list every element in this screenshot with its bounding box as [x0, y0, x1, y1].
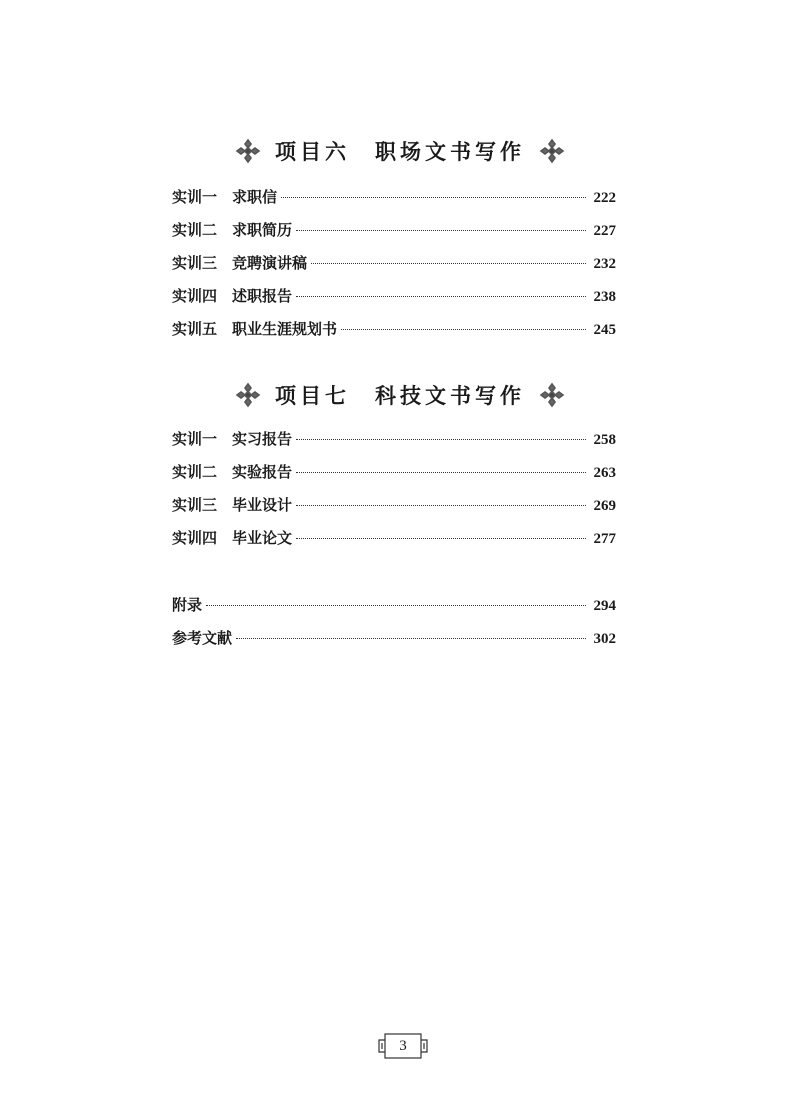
toc-entry[interactable]	[172, 527, 616, 560]
toc-list-project-6	[172, 186, 616, 351]
toc-entry[interactable]	[172, 252, 616, 285]
toc-list-appendix	[172, 594, 616, 660]
toc-entry-label: 实训四 述职报告	[172, 287, 293, 305]
toc-list-project-7	[172, 428, 616, 560]
toc-entry-appendix[interactable]	[172, 594, 616, 627]
toc-entry[interactable]	[172, 186, 616, 219]
toc-entry-page: 222	[593, 190, 616, 206]
section-heading-project-6	[0, 131, 800, 171]
toc-entry-label: 参考文献	[172, 629, 233, 647]
toc-entry[interactable]	[172, 285, 616, 318]
toc-entry-page: 238	[593, 289, 616, 305]
toc-entry-page: 263	[593, 465, 616, 481]
toc-entry-page: 258	[593, 432, 616, 448]
toc-entry-page: 245	[593, 322, 616, 338]
page-number-footer	[376, 1032, 430, 1060]
dot-leader	[296, 472, 586, 473]
toc-entry[interactable]	[172, 494, 616, 527]
toc-entry-page: 227	[593, 223, 616, 239]
ornament-flourish-icon	[539, 138, 565, 164]
toc-entry[interactable]	[172, 219, 616, 252]
toc-entry[interactable]	[172, 428, 616, 461]
toc-entry-page: 294	[593, 598, 616, 614]
toc-entry-page: 277	[593, 531, 616, 547]
dot-leader	[296, 505, 586, 506]
toc-entry-label: 实训三 毕业设计	[172, 496, 293, 514]
toc-entry-page: 302	[593, 631, 616, 647]
toc-entry[interactable]	[172, 318, 616, 351]
toc-entry-label: 实训三 竞聘演讲稿	[172, 254, 308, 272]
section-heading-project-7	[0, 375, 800, 415]
toc-entry-label: 实训二 实验报告	[172, 463, 293, 481]
dot-leader	[296, 538, 586, 539]
page-number: 3	[399, 1038, 407, 1054]
dot-leader	[206, 605, 586, 606]
ornament-flourish-icon	[539, 382, 565, 408]
section-title: 项目七 科技文书写作	[275, 384, 525, 408]
dot-leader	[296, 439, 586, 440]
dot-leader	[236, 638, 586, 639]
toc-entry-label: 实训五 职业生涯规划书	[172, 320, 338, 338]
dot-leader	[311, 263, 586, 264]
toc-entry-page: 232	[593, 256, 616, 272]
dot-leader	[296, 230, 586, 231]
toc-entry-references[interactable]	[172, 627, 616, 660]
toc-entry-label: 实训一 求职信	[172, 188, 278, 206]
section-title: 项目六 职场文书写作	[275, 140, 525, 164]
dot-leader	[281, 197, 586, 198]
dot-leader	[341, 329, 586, 330]
toc-entry-label: 实训四 毕业论文	[172, 529, 293, 547]
toc-entry-label: 实训二 求职简历	[172, 221, 293, 239]
ornament-flourish-icon	[235, 382, 261, 408]
toc-entry-page: 269	[593, 498, 616, 514]
toc-entry-label: 附录	[172, 596, 203, 614]
ornament-flourish-icon	[235, 138, 261, 164]
toc-entry-label: 实训一 实习报告	[172, 430, 293, 448]
dot-leader	[296, 296, 586, 297]
toc-entry[interactable]	[172, 461, 616, 494]
